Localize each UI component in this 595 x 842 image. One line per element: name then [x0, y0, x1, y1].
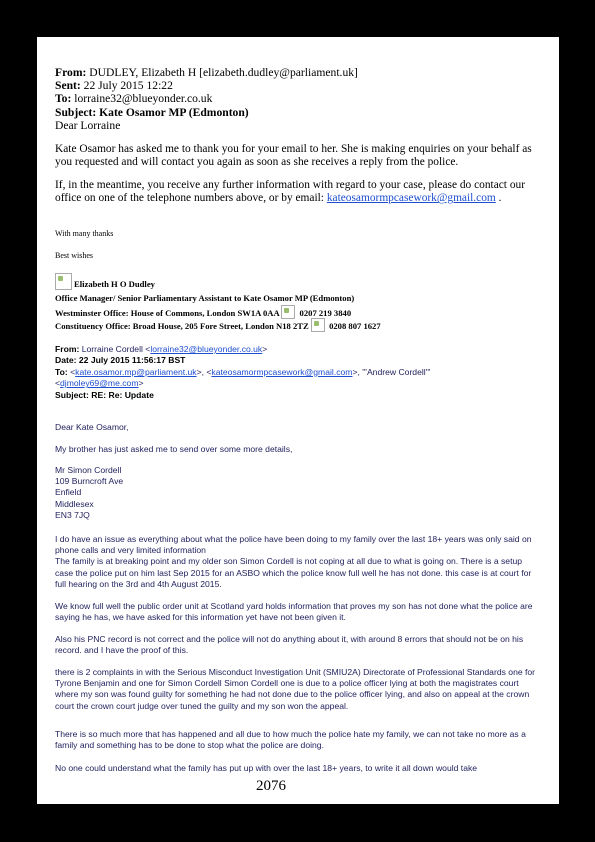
address-block: [55, 465, 537, 521]
signature-name: Elizabeth H O Dudley: [74, 279, 155, 289]
orig-to-email-3-link[interactable]: djmoley69@me.com: [60, 378, 139, 389]
constituency-address: Constituency Office: Broad House, 205 Fore Street, London N18 2TZ: [55, 321, 311, 331]
body-text-issue: I do have an issue as everything about what the police have been doing to my family over the last 18+ years was only said on phone calls and very limited information: [55, 534, 532, 556]
from-label: From:: [55, 66, 87, 79]
wishes-line: Best wishes: [55, 251, 93, 260]
phone-icon: [281, 305, 295, 319]
orig-from-end: >: [262, 344, 268, 354]
sent-value: 22 July 2015 12:22: [83, 79, 173, 93]
orig-subject-label: Subject:: [55, 389, 89, 400]
orig-subject: [55, 390, 535, 401]
phone-icon: [311, 318, 325, 332]
to-value: lorraine32@blueyonder.co.uk: [74, 92, 213, 106]
subject-label: Subject:: [55, 105, 97, 119]
signature-name-line: [55, 273, 155, 290]
body-paragraph-4: there is 2 complaints in with the Serious Misconduct Investigation Unit (SMIU2A) Directorate of Professional Standards one for Tyrone Benjamin and one for Simon Cordell Simon Cordell one is due to a police officer lying at both the magistrates court where my son was found guilty for something he had not done due to the police officer lying, and also on appeal at the crown court the crown court judge over tuned the guilty and my son won the appeal.: [55, 667, 536, 711]
orig-to-sep-2: >, "'Andrew Cordell'": [352, 366, 431, 377]
page-number: 2076: [256, 778, 286, 794]
body-paragraph-5: There is so much more that has happened and all due to how much the police hate my family, we can not take no more as a family and something has to be done to stop what the police are doing.: [55, 729, 526, 751]
reply-paragraph-2: [55, 179, 547, 205]
orig-to: [55, 367, 535, 378]
orig-to-sep-1: >, <: [196, 366, 212, 377]
orig-to-end: >: [138, 378, 144, 389]
orig-date-value: 22 July 2015 11:56:17 BST: [78, 355, 186, 366]
orig-to-cont: [55, 378, 535, 389]
orig-from-name: Lorraine Cordell <: [81, 344, 151, 354]
westminster-phone: 0207 219 3840: [299, 308, 352, 318]
constituency-line: [55, 318, 381, 332]
from-value: DUDLEY, Elizabeth H [elizabeth.dudley@parliament.uk]: [89, 66, 358, 79]
thanks-line: With many thanks: [55, 229, 114, 238]
reply-paragraph-2-text: If, in the meantime, you receive any further information with regard to your case, please do contact our office on one of the telephone numbers above, or by email:: [55, 179, 526, 205]
orig-intro: My brother has just asked me to send over some more details,: [55, 444, 293, 454]
body-paragraph-3: Also his PNC record is not correct and the police will not do anything about it, with around 8 errors that should not be on his record. and I have the proof of this.: [55, 634, 524, 656]
broken-image-icon: [55, 273, 72, 290]
header-subject: [55, 106, 358, 119]
orig-to-bracket: <: [70, 366, 76, 377]
address-line: 109 Burncroft Ave: [55, 476, 124, 487]
orig-date-label: Date:: [55, 355, 77, 366]
body-paragraph-6: No one could understand what the family has put up with over the last 18+ years, to write it all down would take: [55, 763, 478, 773]
orig-from-email-link[interactable]: lorraine32@blueyonder.co.uk: [150, 344, 263, 354]
signature-title: Office Manager/ Senior Parliamentary Assistant to Kate Osamor MP (Edmonton): [55, 293, 355, 303]
address-line: Enfield: [55, 487, 82, 498]
document-page: [37, 37, 559, 804]
address-line: EN3 7JQ: [55, 509, 90, 520]
subject-value: Kate Osamor MP (Edmonton): [99, 105, 249, 119]
casework-email-link[interactable]: kateosamormpcasework@gmail.com: [326, 192, 496, 205]
orig-to-bracket-2: <: [55, 378, 61, 389]
body-paragraph-1: [55, 534, 537, 590]
greeting: Dear Lorraine: [55, 118, 121, 132]
orig-from-label: From:: [55, 344, 80, 354]
orig-from: [55, 344, 535, 355]
forwarded-header: [55, 344, 535, 401]
header-sent: [55, 79, 358, 92]
orig-greeting: Dear Kate Osamor,: [55, 422, 129, 432]
reply-paragraph-1: Kate Osamor has asked me to thank you for your email to her. She is making enquiries on your behalf as you requested and will contact you again as soon as she receives a reply from the police.: [55, 143, 532, 169]
orig-subject-value: RE: Re: Update: [91, 389, 154, 400]
westminster-address: Westminster Office: House of Commons, London SW1A 0AA: [55, 308, 282, 318]
orig-date: [55, 355, 535, 366]
email-header: [55, 66, 358, 132]
header-to: [55, 92, 358, 105]
to-label: To:: [55, 92, 72, 106]
body-paragraph-2: We know full well the public order unit at Scotland yard holds information that proves my son has not done what the police are saying he has, we have asked for this information yet have not been given it.: [55, 601, 533, 623]
constituency-phone: 0208 807 1627: [329, 321, 381, 331]
reply-paragraph-2-end: .: [495, 192, 502, 205]
header-from: [55, 66, 358, 79]
orig-to-label: To:: [55, 366, 68, 377]
orig-to-email-1-link[interactable]: kate.osamor.mp@parliament.uk: [75, 366, 197, 377]
address-line: Mr Simon Cordell: [55, 465, 122, 475]
sent-label: Sent:: [55, 79, 81, 93]
body-text-breaking-point: The family is at breaking point and my older son Simon Cordell is not coping at all due to what is going on. There is a setup case the police put on him last Sep 2015 for an ASBO which the police know full well he has not done. this case is at court for full hearing on the 3rd and 4th August 2015.: [55, 556, 532, 589]
westminster-line: [55, 305, 351, 319]
address-line: Middlesex: [55, 498, 94, 509]
orig-to-email-2-link[interactable]: kateosamormpcasework@gmail.com: [211, 366, 353, 377]
